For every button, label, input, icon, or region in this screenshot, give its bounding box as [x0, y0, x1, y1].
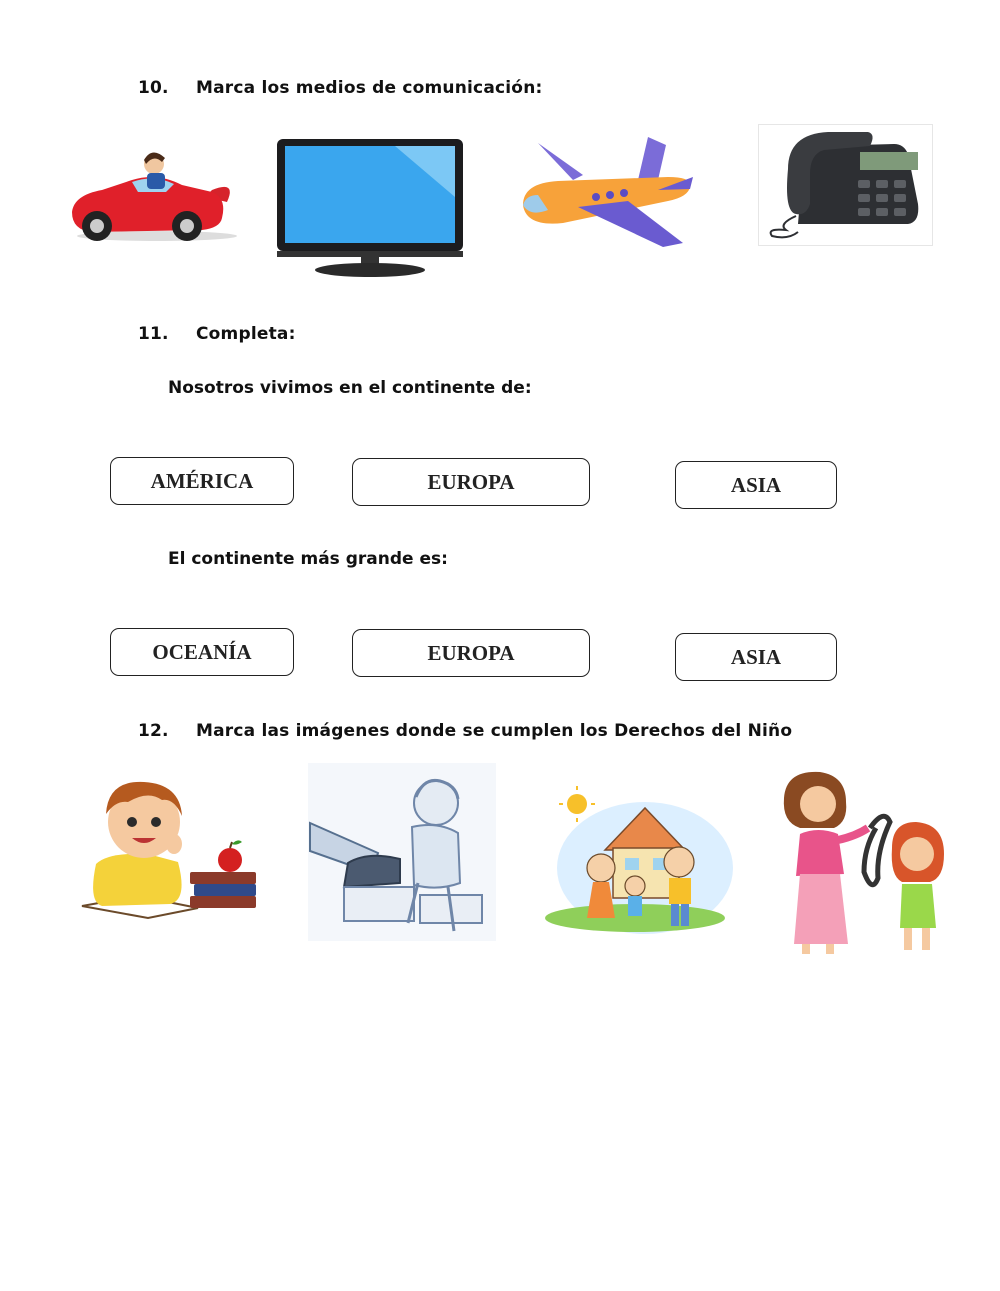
airplane-image[interactable] [518, 135, 698, 253]
option-europa-2[interactable]: EUROPA [352, 629, 590, 677]
question-number: 12. [138, 721, 169, 741]
car-image[interactable] [62, 140, 242, 245]
television-image[interactable] [275, 137, 465, 279]
child-labor-image[interactable] [308, 763, 496, 941]
telephone-image[interactable] [758, 124, 933, 246]
question-12 [138, 721, 792, 741]
boy-studying-image[interactable] [78, 772, 264, 920]
happy-family-image[interactable] [535, 778, 735, 938]
option-america[interactable]: AMÉRICA [110, 457, 294, 505]
question-10 [138, 78, 543, 98]
prompt-largest-continent: El continente más grande es: [168, 549, 448, 569]
question-text: Marca las imágenes donde se cumplen los Derechos del Niño [196, 721, 793, 741]
option-oceania[interactable]: OCEANÍA [110, 628, 294, 676]
option-asia-2[interactable]: ASIA [675, 633, 837, 681]
question-text: Marca los medios de comunicación: [196, 78, 543, 98]
punished-child-image[interactable] [780, 768, 950, 960]
option-europa[interactable]: EUROPA [352, 458, 590, 506]
question-text: Completa: [196, 324, 296, 344]
question-number: 10. [138, 78, 169, 98]
prompt-continent: Nosotros vivimos en el continente de: [168, 378, 532, 398]
question-11 [138, 324, 296, 344]
option-asia[interactable]: ASIA [675, 461, 837, 509]
question-number: 11. [138, 324, 169, 344]
